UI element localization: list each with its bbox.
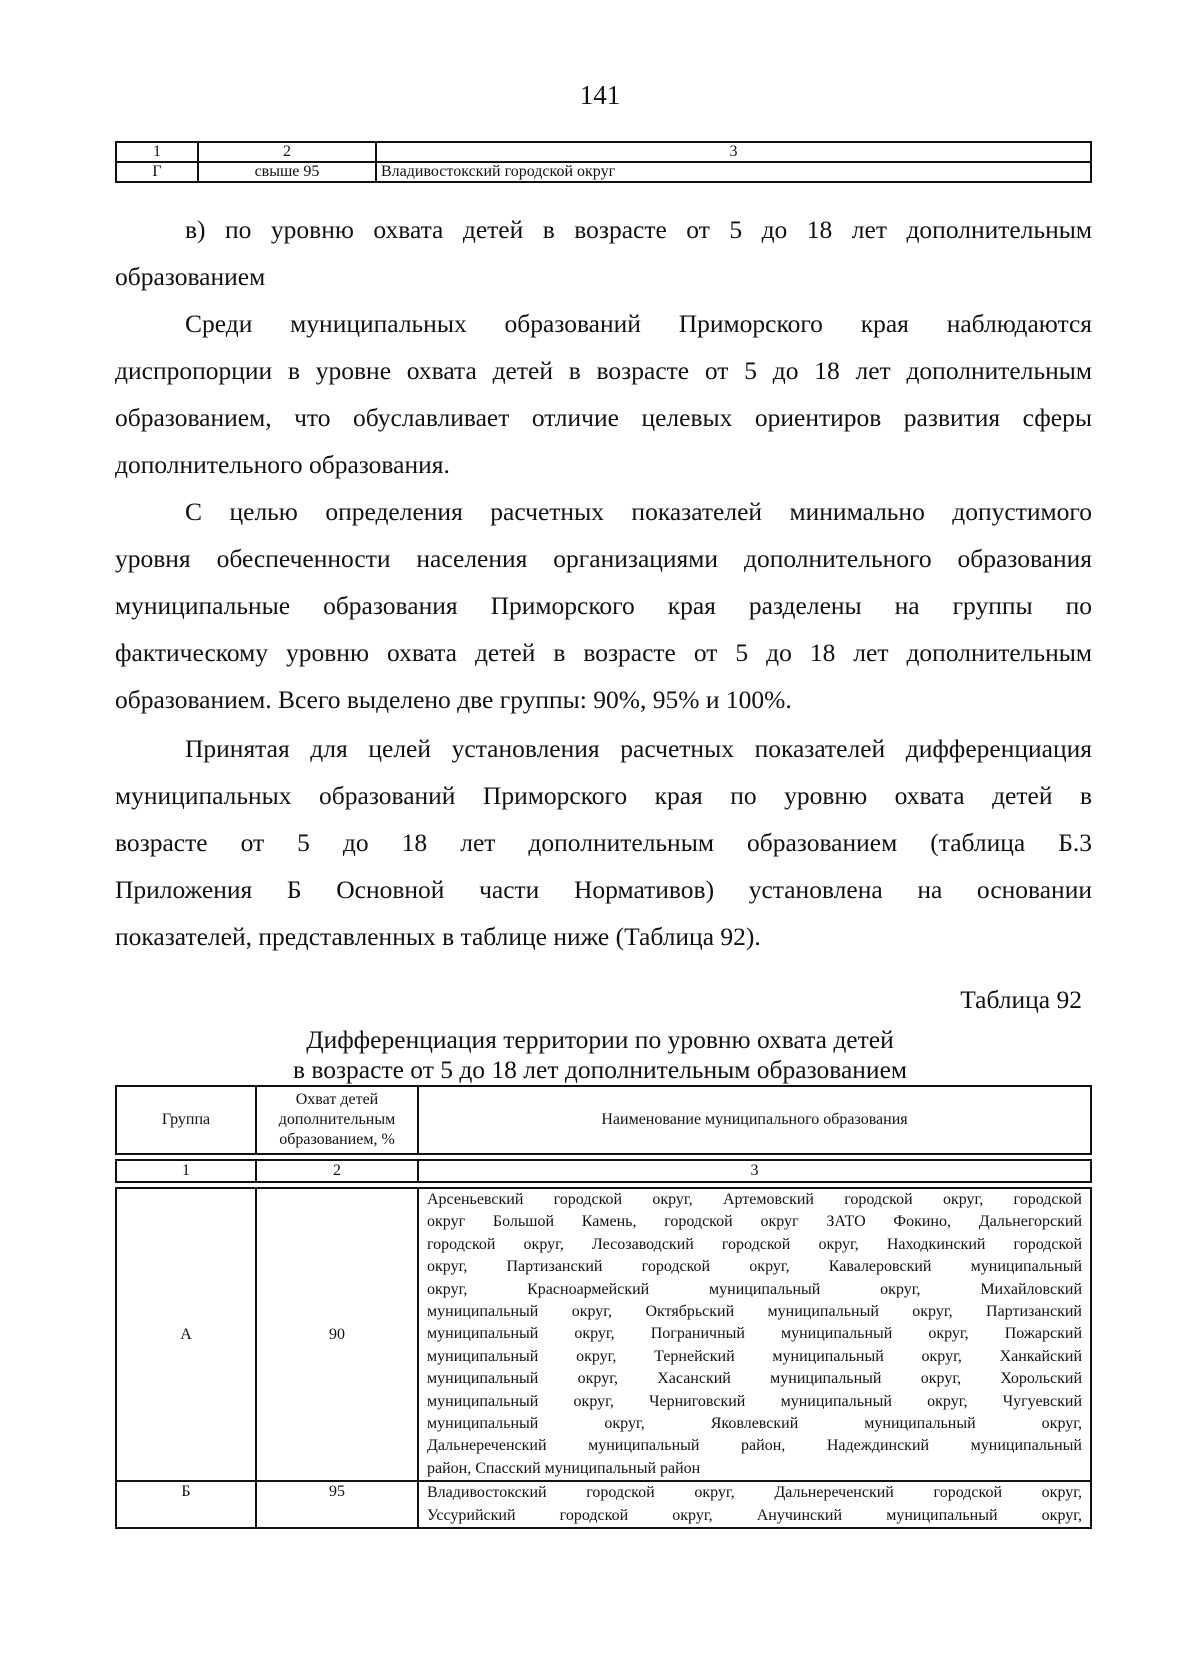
text-line: Приложения Б Основной части Нормативов) установлена на основании [115,875,1092,904]
text-line: Арсеньевский городской округ, Артемовский городской округ, городской [427,1191,1082,1208]
table-cell: свыше 95 [198,162,376,182]
table-row [116,1188,1091,1481]
text-line: муниципальный округ, Хасанский муниципальный округ, Хорольский [427,1370,1082,1388]
group-cell: А [116,1188,256,1481]
text-line: образованием, что обуславливает отличие целевых ориентиров развития сферы [115,403,1092,432]
text-line: в) по уровню охвата детей в возрасте от 5 до 18 лет дополнительным [185,215,1092,244]
text-line: Владивостокский городской округ, Дальнереченский городской округ, [427,1484,1082,1502]
paragraph-groups [115,488,1092,723]
table-header-row [116,142,1091,162]
text-line: округ, Красноармейский муниципальный округ, Михайловский [427,1280,1082,1298]
text-line: муниципальный округ, Яковлевский муниципальный округ, [427,1415,1082,1433]
text-line: образованием [115,262,266,291]
text-line: муниципальных образований Приморского края по уровню охвата детей в [115,781,1092,810]
group-cell: Б [116,1481,256,1528]
text-line: фактическому уровню охвата детей в возрасте от 5 до 18 лет дополнительным [115,638,1092,667]
names-cell [418,1481,1091,1528]
table-cell: Владивостокский городской округ [376,162,1091,182]
table-cell: Г [116,162,198,182]
table-label: Таблица 92 [960,985,1082,1014]
text-line: муниципальный округ, Тернейский муниципальный округ, Ханкайский [427,1347,1082,1365]
table-row [116,162,1091,182]
table-cell: 3 [418,1160,1091,1182]
text-line: муниципальный округ, Октябрьский муниципальный округ, Партизанский [427,1303,1082,1321]
paragraph-heading-v [115,206,1092,300]
continued-table [115,141,1092,183]
text-line: образованием. Всего выделено две группы: 90%, 95% и 100%. [115,685,792,714]
text-line: диспропорции в уровне охвата детей в возрасте от 5 до 18 лет дополнительным [115,356,1092,385]
text-line: городской округ, Лесозаводский городской округ, Находкинский городской [427,1235,1082,1253]
text-line: район, Спасский муниципальный район [427,1459,701,1477]
header-group: Группа [116,1086,256,1154]
paragraph-disproportions [115,300,1092,488]
text-line: Среди муниципальных образований Приморского края наблюдаются [185,309,1092,338]
text-line: дополнительного образования. [115,450,450,479]
text-line: показателей, представленных в таблице ниже (Таблица 92). [115,922,761,951]
text-line: муниципальный округ, Пограничный муниципальный округ, Пожарский [427,1325,1082,1343]
text-line: Дальнереченский муниципальный район, Надеждинский муниципальный [427,1437,1082,1455]
text-line: возрасте от 5 до 18 лет дополнительным образованием (таблица Б.3 [115,828,1092,857]
text-line: Уссурийский городской округ, Анучинский муниципальный округ, [427,1506,1082,1524]
table-cell: 1 [116,142,198,162]
table-number-row [116,1160,1091,1182]
table-header-row [116,1086,1091,1154]
table-cell: 1 [116,1160,256,1182]
paragraph-differentiation [115,725,1092,960]
text-line: округ, Партизанский городской округ, Кавалеровский муниципальный [427,1258,1082,1276]
text-line: муниципальный округ, Черниговский муниципальный округ, Чугуевский [427,1392,1082,1410]
coverage-cell: 90 [256,1188,418,1481]
table-title-line: в возрасте от 5 до 18 лет дополнительным образованием [292,1055,908,1084]
names-cell [418,1188,1091,1481]
table-title-line: Дифференциация территории по уровню охвата детей [306,1025,894,1054]
text-line: округ Большой Камень, городской округ ЗАТО Фокино, Дальнегорский [427,1213,1082,1231]
table-row [116,1481,1091,1528]
text-line: Принятая для целей установления расчетных показателей дифференциация [185,734,1092,763]
header-name: Наименование муниципального образования [418,1086,1091,1154]
table-cell: 2 [256,1160,418,1182]
table-title [0,1025,1200,1085]
table-cell: 3 [376,142,1091,162]
header-coverage: Охват детей дополнительным образованием, % [256,1086,418,1154]
text-line: муниципальные образования Приморского края разделены на группы по [115,591,1092,620]
text-line: С целью определения расчетных показателей минимально допустимого [185,497,1092,526]
coverage-cell: 95 [256,1481,418,1528]
text-line: уровня обеспеченности населения организациями дополнительного образования [115,544,1092,573]
page-number: 141 [579,80,621,110]
coverage-table [115,1085,1092,1529]
table-cell: 2 [198,142,376,162]
